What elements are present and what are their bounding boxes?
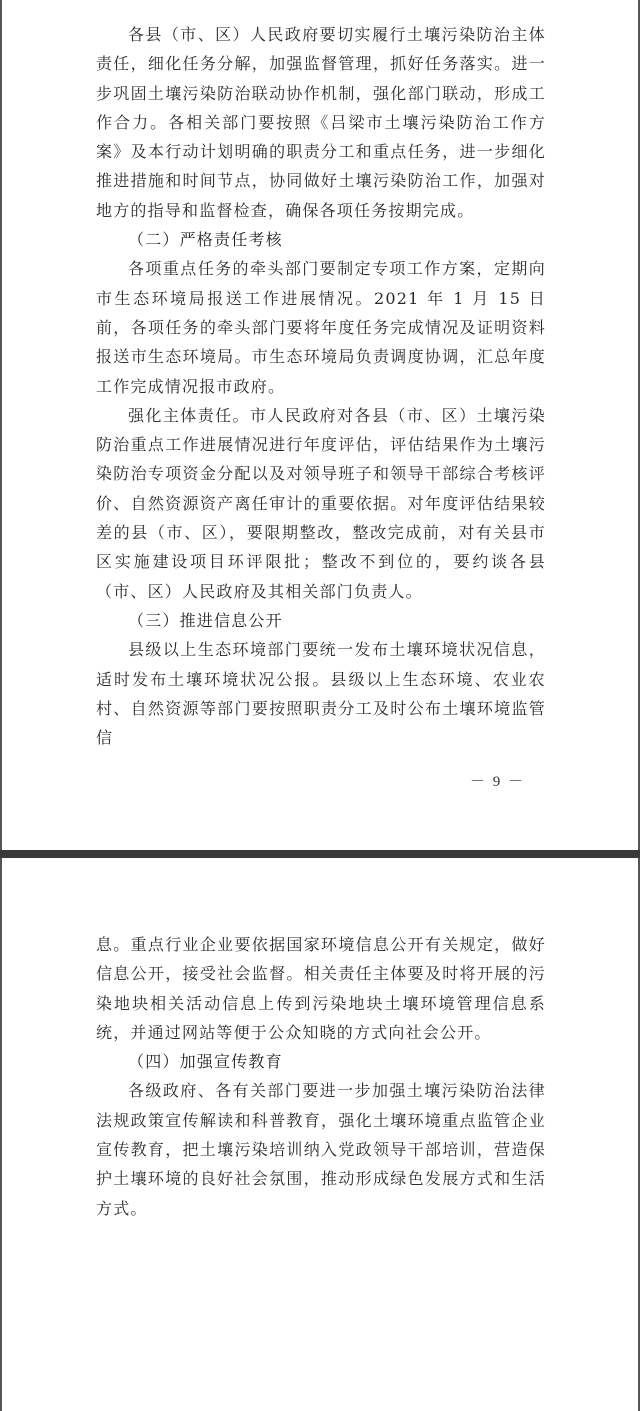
paragraph-assessment: 各项重点任务的牵头部门要制定专项工作方案，定期向市生态环境局报送工作进展情况。2021 年 1 月 15 日前，各项任务的牵头部门要将年度任务完成情况及证明资料报送市生态环境局。市生态环境局负责调度协调，汇总年度工作完成情况报市政府。 xyxy=(96,259,546,396)
paragraph-main-responsibility: 强化主体责任。市人民政府对各县（市、区）土壤污染防治重点工作进展情况进行年度评估，评估结果作为土壤污染防治专项资金分配以及对领导班子和领导干部综合考核评价、自然资源资产离任审计的重要依据。对年度评估结果较差的县（市、区），要限期整改，整改完成前，对有关县市区实施建设项目环评限批；整改不到位的，要约谈各县（市、区）人民政府及其相关部门负责人。 xyxy=(96,405,546,601)
paragraph-education: 各级政府、各有关部门要进一步加强土壤污染防治法律法规政策宣传解读和科普教育，强化土壤环境重点监管企业宣传教育，把土壤污染培训纳入党政领导干部培训，营造保护土壤环境的良好社会氛围，推动形成绿色发展方式和生活方式。 xyxy=(96,1081,546,1218)
section-heading-3: （三）推进信息公开 xyxy=(128,610,283,630)
paragraph-info-continued: 息。重点行业企业要依据国家环境信息公开有关规定，做好信息公开，接受社会监督。相关责任主体要及时将开展的污染地块相关活动信息上传到污染地块土壤环境管理信息系统，并通过网站等便于公众知晓的方式向社会公开。 xyxy=(96,935,546,1042)
page-2-body xyxy=(96,930,546,1223)
page-1-left-edge xyxy=(0,0,2,850)
paragraph-responsibility: 各县（市、区）人民政府要切实履行土壤污染防治主体责任，细化任务分解，加强监督管理，抓好任务落实。进一步巩固土壤污染防治联动协作机制，强化部门联动，形成工作合力。各相关部门要按照《吕梁市土壤污染防治工作方案》及本行动计划明确的职责分工和重点任务，进一步细化推进措施和时间节点，协同做好土壤污染防治工作，加强对地方的指导和监督检查，确保各项任务按期完成。 xyxy=(96,25,546,220)
page-separator xyxy=(0,850,640,858)
paragraph-info-disclosure: 县级以上生态环境部门要统一发布土壤环境状况信息，适时发布土壤环境状况公报。县级以上生态环境、农业农村、自然资源等部门要按照职责分工及时公布土壤环境监管信 xyxy=(96,640,546,748)
page-2-left-edge xyxy=(0,858,2,1411)
page-number: － 9 － xyxy=(470,774,526,790)
section-heading-4: （四）加强宣传教育 xyxy=(128,1052,283,1072)
page-1-body xyxy=(96,20,546,752)
document-page-2 xyxy=(0,858,640,1411)
section-heading-2: （二）严格责任考核 xyxy=(128,230,283,250)
